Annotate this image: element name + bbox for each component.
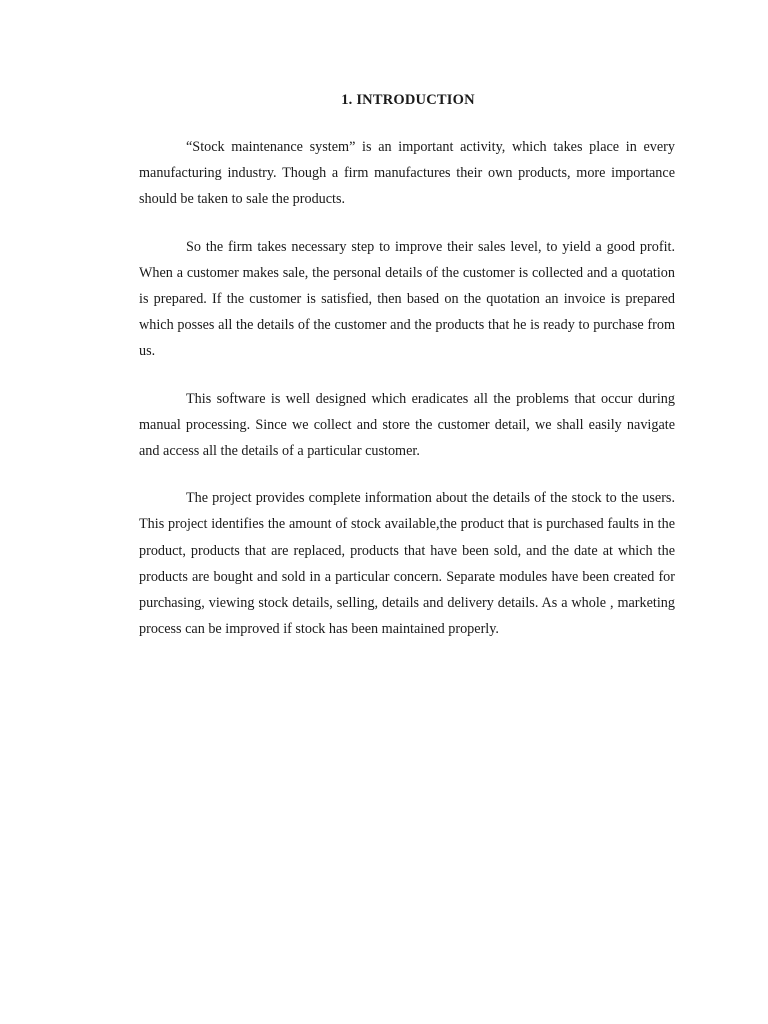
document-body	[139, 134, 675, 663]
paragraph-software: This software is well designed which eradicates all the problems that occur during manual processing. Since we collect and store the customer detail, we shall easily navigate and access all the details of a particular customer.	[139, 390, 675, 460]
paragraph-intro: “Stock maintenance system” is an important activity, which takes place in every manufacturing industry. Though a firm manufactures their own products, more importance should be taken to sale the products.	[139, 139, 675, 208]
paragraph-project: The project provides complete information about the details of the stock to the users. This project identifies the amount of stock available,the product that is purchased faults in the product, products that are replaced, products that have been sold, and the date at which the products are bought and sold in a particular concern. Separate modules have been created for purchasing, viewing stock details, selling, details and delivery details. As a whole , marketing process can be improved if stock has been maintained properly.	[139, 490, 675, 638]
section-heading: 1. INTRODUCTION	[341, 92, 475, 108]
paragraph-sales: So the firm takes necessary step to improve their sales level, to yield a good profit. When a customer makes sale, the personal details of the customer is collected and a quotation is prepared. If the customer is satisfied, then based on the quotation an invoice is prepared which posses all the details of the customer and the products that he is ready to purchase from us.	[139, 238, 675, 360]
